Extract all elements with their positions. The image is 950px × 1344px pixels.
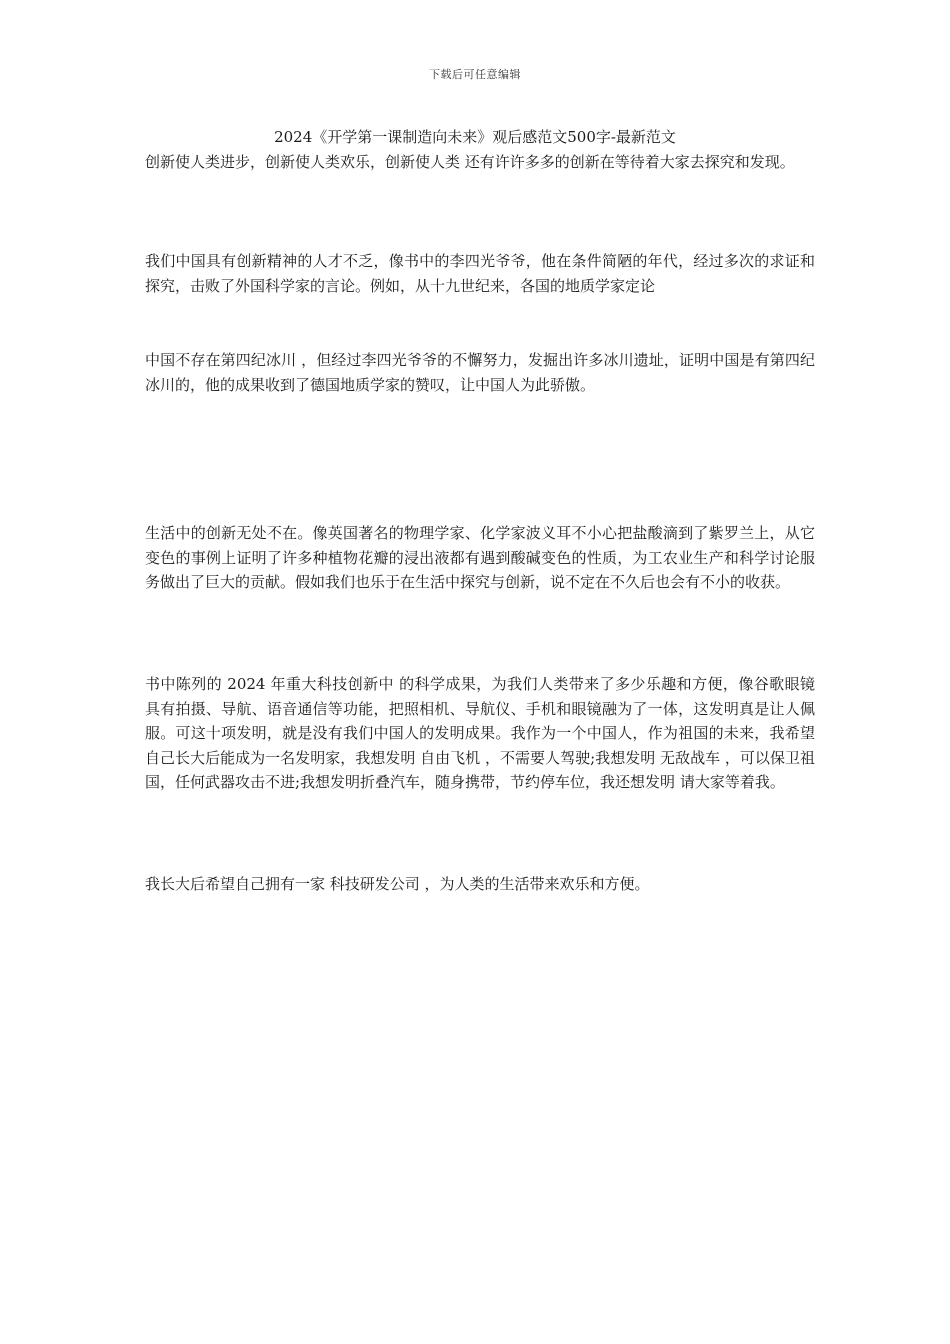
paragraph-2: 我们中国具有创新精神的人才不乏，像书中的李四光爷爷，他在条件简陋的年代，经过多次的求证和探究，击败了外国科学家的言论。例如，从十九世纪来，各国的地质学家定论 [145, 252, 815, 295]
paragraph-5: 书中陈列的 2024 年重大科技创新中 的科学成果，为我们人类带来了多少乐趣和方便，像谷歌眼镜 具有拍摄、导航、语音通信等功能，把照相机、导航仪、手机和眼镜融为了一体，这发明真是让人佩服。可这十项发明，就是没有我们中国人的发明成果。我作为一个中国人，作为祖国的未来，我希望自己长大后能成为一名发明家，我想发明 自由飞机 ，不需要人驾驶;我想发明 无敌战车 ，可以保卫祖国，任何武器攻击不进;我想发明折叠汽车，随身携带，节约停车位，我还想发明 请大家等着我。 [145, 675, 815, 791]
document-title: 2024《开学第一课制造向未来》观后感范文500字-最新范文 [274, 128, 676, 146]
paragraph-1: 创新使人类进步，创新使人类欢乐，创新使人类 还有许许多多的创新在等待着大家去探究和发现。 [145, 153, 795, 171]
paragraph-4: 生活中的创新无处不在。像英国著名的物理学家、化学家波义耳不小心把盐酸滴到了紫罗兰上，从它变色的事例上证明了许多种植物花瓣的浸出液都有遇到酸碱变色的性质，为工农业生产和科学讨论服务做出了巨大的贡献。假如我们也乐于在生活中探究与创新，说不定在不久后也会有不小的收获。 [145, 524, 815, 591]
paragraph-6: 我长大后希望自己拥有一家 科技研发公司 ，为人类的生活带来欢乐和方便。 [145, 875, 650, 893]
header-note: 下载后可任意编辑 [429, 68, 521, 81]
paragraph-3: 中国不存在第四纪冰川 ，但经过李四光爷爷的不懈努力，发掘出许多冰川遗址，证明中国是有第四纪冰川的，他的成果收到了德国地质学家的赞叹，让中国人为此骄傲。 [145, 351, 815, 394]
